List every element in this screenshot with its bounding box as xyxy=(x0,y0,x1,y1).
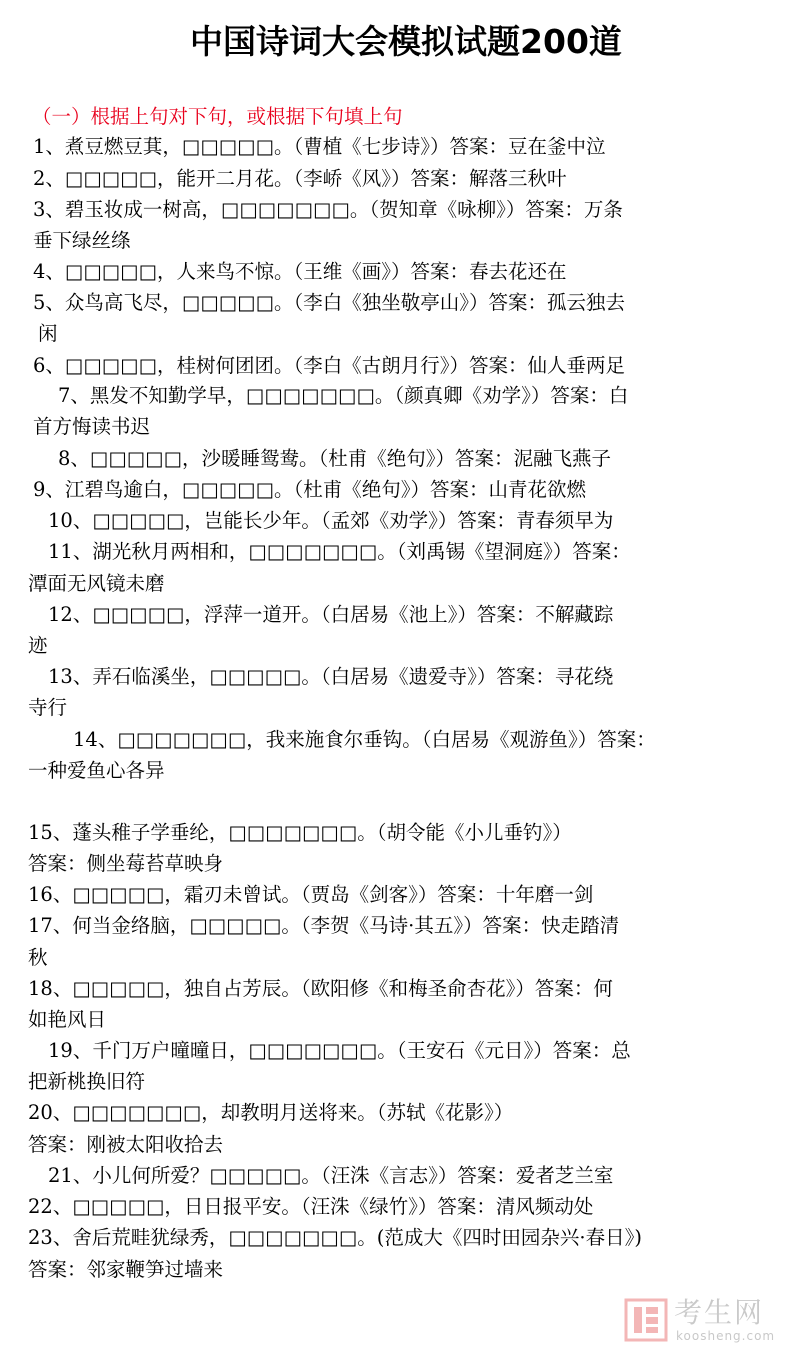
watermark-text: 考生网 xyxy=(674,1296,765,1329)
question-line: 9、江碧鸟逾白，□□□□□。（杜甫《绝句》）答案：山青花欲燃 xyxy=(33,478,587,501)
question-line: 一种爱鱼心各异 xyxy=(28,759,165,782)
watermark xyxy=(624,1296,794,1348)
watermark-logo-icon xyxy=(624,1298,668,1342)
question-line: 11、湖光秋月两相和，□□□□□□□。（刘禹锡《望洞庭》）答案： xyxy=(48,540,631,563)
question-line: 潭面无风镜未磨 xyxy=(28,572,165,595)
question-line: 12、□□□□□，浮萍一道开。（白居易《池上》）答案：不解藏踪 xyxy=(48,603,614,626)
question-line: 迹 xyxy=(28,634,48,657)
question-line: 16、□□□□□，霜刃未曾试。（贾岛《剑客》）答案：十年磨一剑 xyxy=(28,883,594,906)
question-line: 6、□□□□□，桂树何团团。（李白《古朗月行》）答案：仙人垂两足 xyxy=(33,354,626,377)
question-line: 19、千门万户曈曈日，□□□□□□□。（王安石《元日》）答案：总 xyxy=(48,1039,631,1062)
question-line: 20、□□□□□□□，却教明月送将来。（苏轼《花影》） xyxy=(28,1101,514,1124)
question-line: 闲 xyxy=(38,322,58,345)
question-line: 7、黑发不知勤学早，□□□□□□□。（颜真卿《劝学》）答案：白 xyxy=(58,384,629,407)
question-line: 22、□□□□□，日日报平安。（汪洙《绿竹》）答案：清风频动处 xyxy=(28,1195,594,1218)
question-line: 14、□□□□□□□，我来施食尔垂钩。（白居易《观游鱼》）答案： xyxy=(73,728,656,751)
question-line: 1、煮豆燃豆萁，□□□□□。（曹植《七步诗》）答案：豆在釜中泣 xyxy=(33,135,606,158)
question-line: 21、小儿何所爱？□□□□□。（汪洙《言志》）答案：爱者芝兰室 xyxy=(48,1164,614,1187)
page-title: 中国诗词大会模拟试题200道 xyxy=(190,22,622,61)
section-heading: （一）根据上句对下句，或根据下句填上句 xyxy=(32,105,403,128)
question-line: 15、蓬头稚子学垂纶，□□□□□□□。（胡令能《小儿垂钓》） xyxy=(28,821,572,844)
question-line: 18、□□□□□，独自占芳辰。（欧阳修《和梅圣俞杏花》）答案：何 xyxy=(28,977,613,1000)
question-line: 首方悔读书迟 xyxy=(33,415,151,438)
question-line: 3、碧玉妆成一树高，□□□□□□□。（贺知章《咏柳》）答案：万条 xyxy=(33,198,623,221)
question-line: 17、何当金络脑，□□□□□。（李贺《马诗·其五》）答案：快走踏清 xyxy=(28,914,620,937)
watermark-domain: koosheng.com xyxy=(676,1329,776,1343)
question-line: 10、□□□□□，岂能长少年。（孟郊《劝学》）答案：青春须早为 xyxy=(48,509,614,532)
question-line: 如艳风日 xyxy=(28,1008,107,1031)
question-line: 5、众鸟高飞尽，□□□□□。（李白《独坐敬亭山》）答案：孤云独去 xyxy=(33,291,626,314)
question-line: 8、□□□□□，沙暖睡鸳鸯。（杜甫《绝句》）答案：泥融飞燕子 xyxy=(58,447,612,470)
question-line: 23、舍后荒畦犹绿秀，□□□□□□□。(范成大《四时田园杂兴·春日》) xyxy=(28,1226,642,1249)
question-line: 把新桃换旧符 xyxy=(28,1070,146,1093)
question-line: 答案：侧坐莓苔草映身 xyxy=(28,852,224,875)
question-line: 秋 xyxy=(28,946,48,969)
question-line: 2、□□□□□，能开二月花。（李峤《风》）答案：解落三秋叶 xyxy=(33,167,567,190)
question-line: 答案：刚被太阳收拾去 xyxy=(28,1133,224,1156)
question-line: 寺行 xyxy=(28,696,68,719)
question-line: 4、□□□□□，人来鸟不惊。（王维《画》）答案：春去花还在 xyxy=(33,260,567,283)
question-line: 13、弄石临溪坐，□□□□□。（白居易《遗爱寺》）答案：寻花绕 xyxy=(48,665,614,688)
question-line: 垂下绿丝绦 xyxy=(33,229,131,252)
question-line: 答案：邻家鞭笋过墙来 xyxy=(28,1258,224,1281)
